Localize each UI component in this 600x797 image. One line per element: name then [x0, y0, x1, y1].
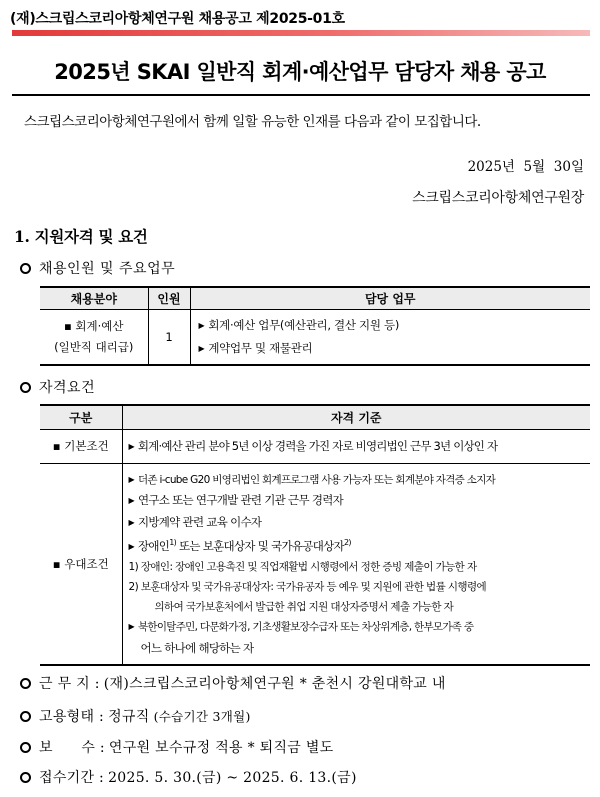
table-header-row — [40, 287, 590, 309]
triangle-bullet-icon: ▶ — [128, 517, 134, 527]
header-accent-bar — [12, 30, 590, 36]
triangle-bullet-icon: ▶ — [128, 496, 134, 505]
period-label: 접수기간 : — [39, 770, 105, 786]
list-item: ▶ 계약업무 및 재물관리 — [198, 340, 313, 355]
period-value: 2025. 5. 30.(금) ~ 2025. 6. 13.(금) — [108, 770, 357, 786]
criteria-cell — [122, 463, 590, 665]
list-item: ▶ 장애인$^{1)}$ 또는 보훈대상자 및 국가유공대상자$^{2)}$ — [128, 538, 351, 553]
footnote: 2) 보훈대상자 및 국가유공대상자: 국가유공자 등 예우 및 지원에 관한 법률 시행령에 — [128, 581, 487, 594]
title-divider — [12, 94, 590, 96]
category-cell: ▪ 우대조건 — [40, 463, 122, 665]
workplace-value: (재)스크립스코리아항체연구원 * 춘천시 강원대학교 내 — [103, 676, 446, 692]
employment-value: 정규직 — [108, 709, 150, 725]
table-row — [40, 429, 590, 463]
footnote: 의하여 국가보훈처에서 발급한 취업 지원 대상자증명서 제출 가능한 자 — [154, 601, 454, 614]
salary-line — [20, 737, 334, 757]
list-item: ▶ 더존 i-cube G20 비영리법인 회계프로그램 사용 가능자 또는 회계분야 자격증 소지자 — [128, 473, 496, 486]
announcement-date: 2025년 5월 30일 — [467, 159, 584, 175]
circle-bullet-icon — [20, 382, 31, 393]
triangle-bullet-icon: ▶ — [128, 442, 134, 451]
duty-cell — [190, 309, 590, 365]
signer: 스크립스코리아항체연구원장 — [412, 190, 584, 206]
triangle-bullet-icon: ▶ — [198, 320, 205, 330]
table-header-row — [40, 405, 590, 429]
section-heading-qualifications: 1. 지원자격 및 요건 — [14, 227, 148, 246]
list-item: ▶ 회계·예산 업무(예산관리, 결산 지원 등) — [198, 317, 399, 332]
circle-bullet-icon — [20, 678, 31, 689]
footnote-marker: 2) — [343, 538, 351, 547]
subheading-positions — [20, 258, 175, 278]
announcement-number: (재)스크립스코리아항체연구원 채용공고 제2025-01호 — [10, 11, 345, 27]
triangle-bullet-icon: ▶ — [128, 474, 134, 484]
field-name: ▪ 회계·예산 — [63, 318, 124, 333]
qualifications-table — [40, 404, 590, 666]
list-item: ▶ 북한이탈주민, 다문화가정, 기초생활보장수급자 또는 차상위계층, 한부모가족 중 — [128, 621, 474, 634]
circle-bullet-icon — [20, 263, 31, 274]
table-row — [40, 463, 590, 665]
salary-label: 보 수 : — [39, 740, 105, 756]
list-item: ▶ 연구소 또는 연구개발 관련 기관 근무 경력자 — [128, 493, 344, 507]
intro-text: 스크립스코리아항체연구원에서 함께 일할 유능한 인재를 다음과 같이 모집합니다. — [24, 114, 481, 130]
circle-bullet-icon — [20, 772, 31, 783]
column-header: 자격 기준 — [122, 405, 590, 429]
field-cell — [40, 309, 148, 365]
criteria-cell: ▶ 회계·예산 관리 분야 5년 이상 경력을 가진 자로 비영리법인 근무 3년 이상인 자 — [122, 429, 590, 463]
circle-bullet-icon — [20, 742, 31, 753]
column-header: 담당 업무 — [190, 287, 590, 309]
footnote: 1) 장애인: 장애인 고용촉진 및 직업재활법 시행령에서 정한 증빙 제출이 가능한 자 — [128, 561, 477, 574]
positions-table — [40, 286, 590, 366]
column-header: 채용분야 — [40, 287, 148, 309]
category-cell: ▪ 기본조건 — [40, 429, 122, 463]
triangle-bullet-icon: ▶ — [198, 343, 205, 353]
salary-value: 연구원 보수규정 적용 * 퇴직금 별도 — [108, 740, 334, 756]
column-header: 인원 — [148, 287, 190, 309]
table-row — [40, 309, 590, 365]
employment-line — [20, 706, 251, 726]
column-header: 구분 — [40, 405, 122, 429]
triangle-bullet-icon: ▶ — [128, 541, 134, 551]
footnote-marker: 1) — [169, 538, 176, 547]
workplace-line — [20, 673, 446, 693]
headcount-cell: 1 — [148, 309, 190, 365]
list-item-continuation: 어느 하나에 해당하는 자 — [140, 640, 254, 655]
subheading-label: 자격요건 — [39, 380, 96, 396]
page-title: 2025년 SKAI 일반직 회계·예산업무 담당자 채용 공고 — [54, 60, 546, 84]
workplace-label: 근 무 지 : — [39, 676, 100, 692]
subheading-qualifications — [20, 377, 95, 397]
subheading-label: 채용인원 및 주요업무 — [39, 261, 176, 277]
list-item: ▶ 지방계약 관련 교육 이수자 — [128, 514, 262, 529]
circle-bullet-icon — [20, 711, 31, 722]
triangle-bullet-icon: ▶ — [128, 622, 134, 632]
field-grade: (일반직 대리급) — [54, 339, 134, 354]
employment-label: 고용형태 : — [39, 709, 105, 725]
period-line — [20, 767, 357, 787]
employment-note: (수습기간 3개월) — [153, 709, 251, 724]
